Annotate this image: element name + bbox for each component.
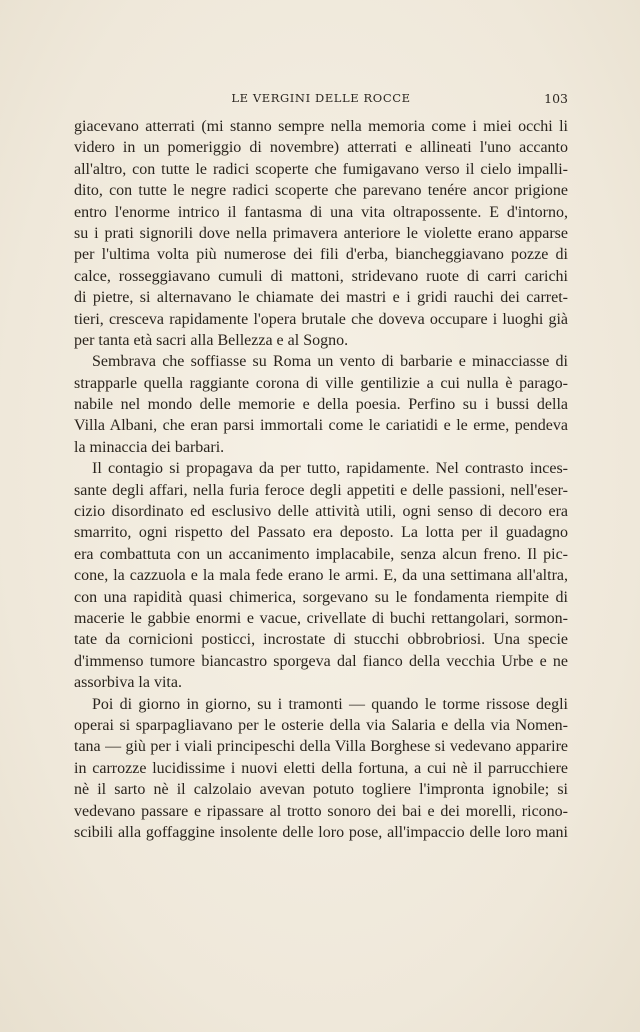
text-line: sante degli affari, nella furia feroce degli appetiti e delle passioni, nell'eser- xyxy=(74,481,568,499)
text-line: tate da cornicioni posticci, incrostate di stucchi obbrobriosi. Una specie xyxy=(74,631,568,649)
text-line: nabile nel mondo delle memorie e della poesia. Perfino su i bussi della xyxy=(74,396,568,414)
text-line: macerie le gabbie enormi e vacue, crivellate di buchi rettangolari, sormon- xyxy=(74,609,568,627)
text-line: cizio disordinato ed esclusivo delle attività utili, ogni senso di decoro era xyxy=(74,503,568,521)
running-title: LE VERGINI DELLE ROCCE xyxy=(231,91,411,105)
text-line: giacevano atterrati (mi stanno sempre nella memoria come i miei occhi li xyxy=(74,118,568,135)
body-text xyxy=(74,116,568,843)
text-line: Poi di giorno in giorno, su i tramonti — quando le torme rissose degli xyxy=(92,695,568,713)
text-line: la minaccia dei barbari. xyxy=(74,438,225,456)
text-line: per tanta età sacri alla Bellezza e al Sogno. xyxy=(74,331,349,349)
page-header xyxy=(74,91,568,111)
text-line: tana — giù per i viali principeschi della Villa Borghese si vedevano apparire xyxy=(74,738,568,756)
text-line: videro in un pomeriggio di novembre) atterrati e allineati l'uno accanto xyxy=(74,139,568,157)
text-line: entro l'enorme intrico il fantasma di una vita oltrapossente. E d'intorno, xyxy=(74,203,568,221)
text-line: dito, con tutte le negre radici scoperte che parevano tenére ancor prigione xyxy=(74,182,568,200)
text-line: nè il sarto nè il calzolaio avevan potuto togliere l'impronta ignobile; si xyxy=(74,781,568,799)
text-line: per l'ultima volta più numerose dei fili d'erba, biancheggiavano pozze di xyxy=(74,246,568,264)
text-line: strapparle quella raggiante corona di ville gentilizie a cui nulla è parago- xyxy=(74,374,568,392)
text-line: in carrozze lucidissime i nuovi eletti della fortuna, a cui nè il parrucchiere xyxy=(74,759,568,777)
text-line: all'altro, con tutte le radici scoperte che fumigavano verso il cielo impalli- xyxy=(74,160,568,178)
text-line: di pietre, si alternavano le chiamate dei mastri e i gridi rauchi dei carret- xyxy=(74,289,568,307)
text-line: cone, la cazzuola e la mala fede erano le armi. E, da una settimana all'altra, xyxy=(74,567,568,585)
text-line: calce, rosseggiavano cumuli di mattoni, stridevano ruote di carri carichi xyxy=(74,267,568,285)
text-line: con una rapidità quasi chimerica, sorgevano su le fondamenta riempite di xyxy=(74,588,568,606)
text-line: Il contagio si propagava da per tutto, rapidamente. Nel contrasto inces- xyxy=(92,460,568,478)
text-line: smarrito, ogni rispetto del Passato era deposto. La lotta per il guadagno xyxy=(74,524,568,542)
text-line: scibili alla goffaggine insolente delle loro pose, all'impaccio delle loro mani xyxy=(74,823,568,841)
text-line: su i prati signorili dove nella primavera anteriore le violette erano apparse xyxy=(74,224,568,242)
page-number: 103 xyxy=(544,91,568,106)
text-line: Sembrava che soffiasse su Roma un vento di barbarie e minacciasse di xyxy=(92,353,568,371)
text-line: assorbiva la vita. xyxy=(74,674,182,692)
text-line: tieri, cresceva rapidamente l'opera brutale che doveva occupare i luoghi già xyxy=(74,310,568,328)
text-line: Villa Albani, che eran parsi immortali come le cariatidi e le erme, pendeva xyxy=(74,417,568,435)
text-line: era combattuta con un accanimento implacabile, senza alcun freno. Il pic- xyxy=(74,545,568,563)
text-line: vedevano passare e ripassare al trotto sonoro dei bai e dei morelli, ricono- xyxy=(74,802,568,820)
text-line: operai si sparpagliavano per le osterie della via Salaria e della via Nomen- xyxy=(74,716,568,734)
text-line: d'immenso tumore biancastro sporgeva dal fianco della vecchia Urbe e ne xyxy=(74,652,568,670)
